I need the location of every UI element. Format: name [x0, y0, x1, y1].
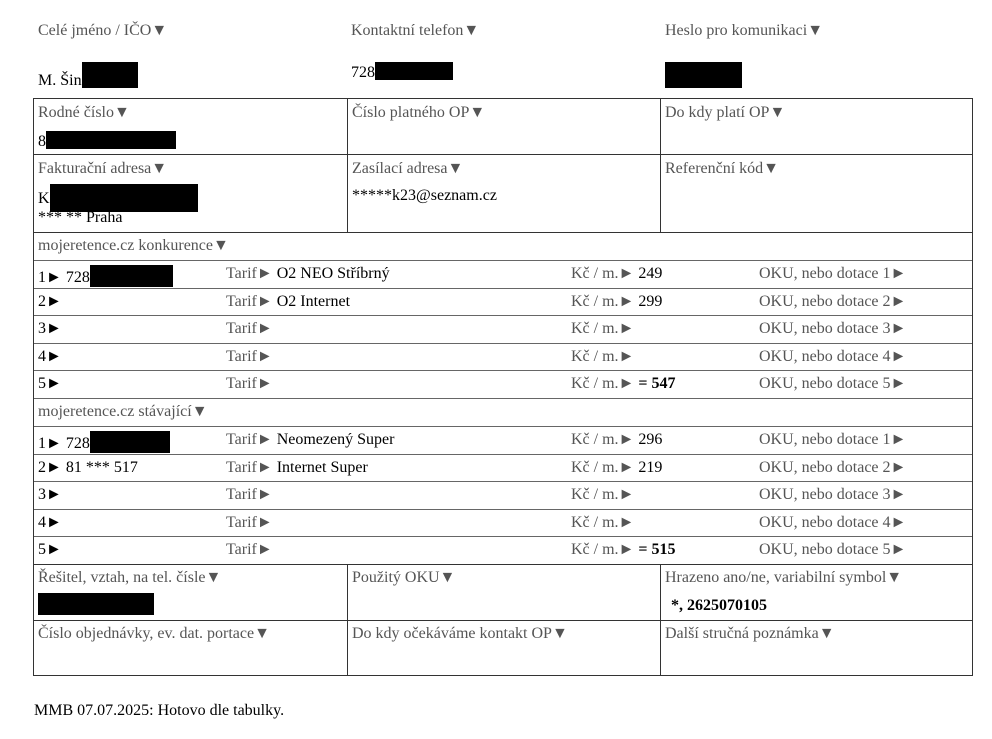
tarif-cell: Tarif► O2 NEO Stříbrný	[226, 265, 390, 282]
oku-cell: OKU, nebo dotace 2►	[759, 459, 907, 476]
row-number: 5►	[38, 541, 62, 558]
redaction-block	[50, 184, 198, 212]
price-cell: Kč / m.►	[571, 320, 635, 337]
price-cell: Kč / m.► = 515	[571, 541, 676, 558]
retention-form-table	[33, 98, 973, 676]
competition-row	[34, 344, 972, 371]
paid-value: *, 2625070105	[671, 597, 767, 614]
solver-value	[38, 593, 154, 617]
current-row	[34, 427, 972, 454]
oku-cell: OKU, nebo dotace 4►	[759, 348, 907, 365]
column-divider	[347, 564, 348, 676]
phone-value: 728	[351, 62, 453, 82]
contact-deadline-label: Do kdy očekáváme kontakt OP▼	[352, 625, 568, 642]
row-number: 4►	[38, 514, 62, 531]
password-value	[665, 62, 742, 90]
tarif-cell: Tarif►	[226, 320, 273, 337]
oku-cell: OKU, nebo dotace 3►	[759, 486, 907, 503]
column-divider	[347, 99, 348, 232]
tarif-cell: Tarif► O2 Internet	[226, 293, 351, 310]
oku-cell: OKU, nebo dotace 3►	[759, 320, 907, 337]
competition-total: = 547	[638, 375, 676, 392]
oku-cell: OKU, nebo dotace 5►	[759, 375, 907, 392]
price-cell: Kč / m.► 299	[571, 293, 663, 310]
billing-address-line2: *** ** Praha	[38, 209, 123, 226]
tarif-cell: Tarif►	[226, 375, 273, 392]
current-row	[34, 482, 972, 509]
price-cell: Kč / m.► = 547	[571, 375, 676, 392]
used-oku-label: Použitý OKU▼	[352, 569, 456, 586]
divider	[34, 232, 972, 233]
divider	[34, 398, 972, 399]
note-label: Další stručná poznámka▼	[665, 625, 835, 642]
row-number: 1► 728	[38, 265, 173, 287]
tarif-cell: Tarif► Internet Super	[226, 459, 368, 476]
divider	[34, 564, 972, 565]
paid-label: Hrazeno ano/ne, variabilní symbol▼	[665, 569, 903, 586]
redaction-block	[46, 131, 176, 149]
competition-row	[34, 289, 972, 316]
current-row	[34, 537, 972, 564]
row-number: 2► 81 *** 517	[38, 459, 138, 476]
password-label: Heslo pro komunikaci▼	[665, 22, 824, 39]
current-row	[34, 455, 972, 482]
birth-number-value: 8	[38, 131, 176, 151]
tarif-cell: Tarif► Neomezený Super	[226, 431, 395, 448]
tarif-cell: Tarif►	[226, 348, 273, 365]
row-number: 4►	[38, 348, 62, 365]
redaction-block	[90, 265, 173, 287]
oku-cell: OKU, nebo dotace 4►	[759, 514, 907, 531]
row-number: 2►	[38, 293, 62, 310]
oku-cell: OKU, nebo dotace 1►	[759, 265, 907, 282]
price-cell: Kč / m.► 219	[571, 459, 663, 476]
competition-row	[34, 316, 972, 343]
id-card-valid-label: Do kdy platí OP▼	[665, 104, 786, 121]
row-number: 1► 728	[38, 431, 170, 453]
status-note: MMB 07.07.2025: Hotovo dle tabulky.	[34, 702, 285, 719]
divider	[34, 154, 972, 155]
redaction-block	[90, 431, 170, 453]
oku-cell: OKU, nebo dotace 5►	[759, 541, 907, 558]
reference-code-label: Referenční kód▼	[665, 160, 780, 177]
price-cell: Kč / m.►	[571, 348, 635, 365]
mailing-address-value: *****k23@seznam.cz	[352, 187, 497, 204]
mailing-address-label: Zasílací adresa▼	[352, 160, 464, 177]
name-label: Celé jméno / IČO▼	[38, 22, 168, 39]
solver-label: Řešitel, vztah, na tel. čísle▼	[38, 569, 222, 586]
row-number: 3►	[38, 486, 62, 503]
tarif-cell: Tarif►	[226, 541, 273, 558]
tarif-cell: Tarif►	[226, 514, 273, 531]
competition-row	[34, 371, 972, 398]
id-card-number-label: Číslo platného OP▼	[352, 104, 486, 121]
oku-cell: OKU, nebo dotace 1►	[759, 431, 907, 448]
price-cell: Kč / m.►	[571, 514, 635, 531]
name-value: M. Šin	[38, 62, 138, 90]
birth-number-label: Rodné číslo▼	[38, 104, 130, 121]
phone-label: Kontaktní telefon▼	[351, 22, 480, 39]
competition-section-title: mojeretence.cz konkurence▼	[38, 237, 229, 254]
tarif-cell: Tarif►	[226, 486, 273, 503]
current-total: = 515	[638, 541, 676, 558]
order-number-label: Číslo objednávky, ev. dat. portace▼	[38, 625, 270, 642]
billing-address-label: Fakturační adresa▼	[38, 160, 168, 177]
oku-cell: OKU, nebo dotace 2►	[759, 293, 907, 310]
column-divider	[660, 564, 661, 676]
price-cell: Kč / m.►	[571, 486, 635, 503]
row-number: 5►	[38, 375, 62, 392]
redaction-block	[38, 593, 154, 615]
row-number: 3►	[38, 320, 62, 337]
price-cell: Kč / m.► 249	[571, 265, 663, 282]
redaction-block	[82, 62, 138, 88]
redaction-block	[375, 62, 453, 80]
redaction-block	[665, 62, 742, 88]
divider	[34, 620, 972, 621]
current-row	[34, 510, 972, 537]
price-cell: Kč / m.► 296	[571, 431, 663, 448]
current-section-title: mojeretence.cz stávající▼	[38, 403, 208, 420]
billing-address-line1: K	[38, 184, 198, 212]
competition-row	[34, 261, 972, 288]
column-divider	[660, 99, 661, 232]
